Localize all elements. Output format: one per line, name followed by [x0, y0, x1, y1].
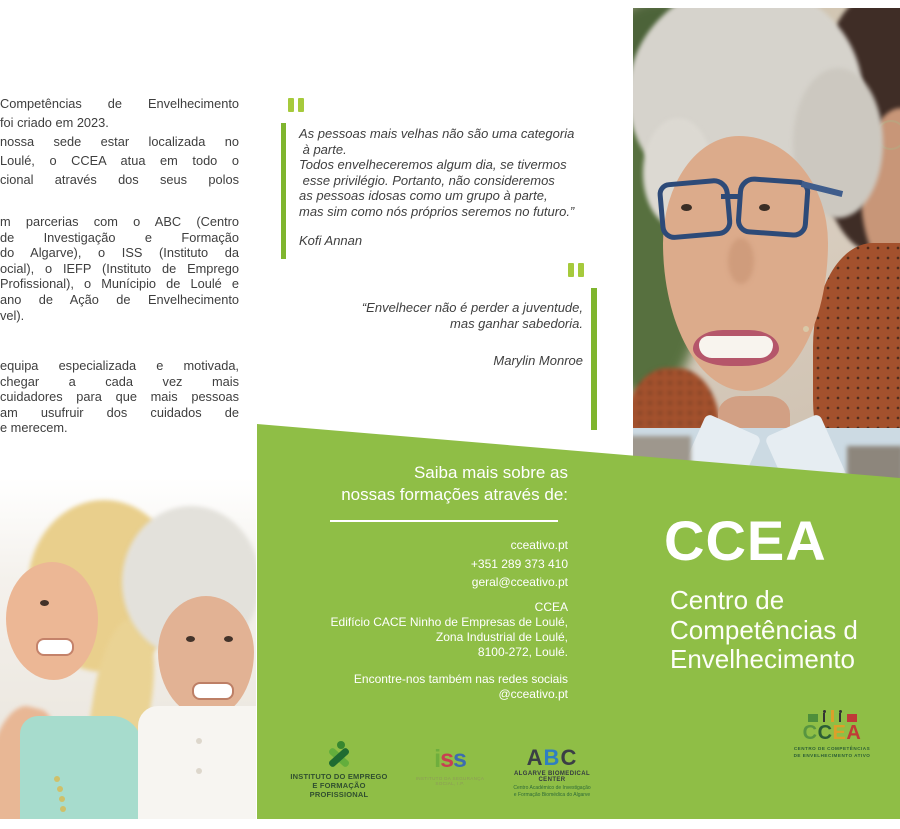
- photo-caregiver-and-elderly-woman: [0, 478, 256, 819]
- glasses-bridge-shape: [721, 194, 741, 199]
- iss-caption: INSTITUTO DA SEGURANÇA SOCIAL, I.P.: [415, 776, 485, 786]
- subline: Competências d: [670, 614, 858, 645]
- lline: cional através dos seus polos: [0, 172, 239, 187]
- qline: à parte.: [299, 141, 347, 157]
- cline: geral@cceativo.pt: [471, 575, 568, 589]
- lline: am usufruir dos cuidados de: [0, 404, 239, 420]
- abc-logo: [502, 746, 602, 798]
- cline: Encontre-nos também nas redes sociais: [353, 672, 568, 686]
- quote2-text: [283, 300, 583, 369]
- quote-bar-icon: [568, 263, 574, 277]
- ccea-letter: C: [817, 722, 833, 744]
- contact-social: [238, 672, 568, 702]
- divider-line: [330, 520, 558, 522]
- lline: ocial), o IEFP (Instituto de Emprego: [0, 260, 239, 276]
- white-cardigan-shape: [138, 706, 256, 819]
- qline: Todos envelheceremos algum dia, se tivermos: [299, 157, 567, 172]
- qline: esse privilégio. Portanto, não consideremos: [299, 172, 555, 188]
- iss-wordmark: [408, 746, 492, 772]
- smile-shape: [36, 638, 74, 656]
- panel-title: CCEA: [664, 509, 827, 572]
- cline: CCEA: [534, 600, 568, 614]
- cline: 8100-272, Loulé.: [477, 645, 568, 659]
- lline: foi criado em 2023.: [0, 115, 109, 130]
- quote2-accent-bar: [591, 288, 597, 430]
- lline: Competências de Envelhecimento: [0, 96, 239, 111]
- button-shape: [196, 738, 202, 744]
- necklace-bead-shape: [60, 806, 66, 812]
- lline: vel).: [0, 307, 25, 323]
- contact-heading: Saiba mais sobre as nossas formações através de:: [341, 463, 568, 504]
- glasses-left-lens-shape: [657, 177, 734, 241]
- lline: equipa especializada e motivada,: [0, 358, 239, 373]
- ccea-caption: CENTRO DE COMPETÊNCIAS DE ENVELHECIMENTO ATIVO: [793, 746, 871, 758]
- abc-letter: B: [543, 745, 561, 770]
- iss-logo: [408, 746, 492, 786]
- quote-bar-icon: [578, 263, 584, 277]
- iss-letter: s: [452, 745, 466, 773]
- smile-shape: [192, 682, 234, 700]
- open-quote-icon: [288, 98, 304, 112]
- panel-subtitle: [670, 586, 900, 675]
- quote-bar-icon: [288, 98, 294, 112]
- icon-part: [808, 714, 818, 722]
- quote1-author: Kofi Annan: [299, 233, 363, 248]
- lline: m parcerias com o ABC (Centro: [0, 214, 239, 229]
- cline: Edifício CACE Ninho de Empresas de Loulé,: [330, 615, 568, 629]
- smile-teeth-shape: [699, 336, 773, 358]
- lline: chegar a cada vez mais: [0, 373, 239, 389]
- necklace-bead-shape: [57, 786, 63, 792]
- abc-wordmark: [502, 746, 602, 769]
- ccea-logo: [786, 702, 878, 759]
- subline: Centro de: [670, 585, 785, 615]
- iss-letter: i: [434, 745, 441, 773]
- abc-subcaption: Centro Académico de Investigação e Formação Biomédica do Algarve: [513, 785, 591, 798]
- quote-bar-icon: [298, 98, 304, 112]
- qline: mas sim como nós próprios seremos no futuro.”: [299, 203, 575, 219]
- abc-caption: ALGARVE BIOMEDICAL CENTER: [513, 771, 591, 783]
- abc-letter: A: [526, 745, 544, 770]
- cline: cceativo.pt: [510, 538, 568, 552]
- lline: do Algarve), o ISS (Instituto da: [0, 245, 239, 261]
- necklace-bead-shape: [54, 776, 60, 782]
- close-quote-icon: [568, 263, 584, 277]
- ccea-figures-icon: [786, 702, 878, 722]
- eye-shape: [40, 600, 49, 606]
- quote2-author: Marylin Monroe: [493, 353, 583, 368]
- qline: as pessoas idosas como um grupo à parte,: [299, 188, 548, 203]
- partners-paragraph: [0, 214, 239, 323]
- eye-shape: [186, 636, 195, 642]
- nose-shape: [728, 238, 754, 284]
- iefp-logo: [283, 741, 395, 799]
- glasses-right-lens-shape: [735, 176, 811, 239]
- qline2: mas ganhar sabedoria.: [450, 315, 583, 331]
- iefp-name: INSTITUTO DO EMPREGO E FORMAÇÃO PROFISSIONAL: [290, 772, 388, 799]
- icon-part: [847, 714, 857, 722]
- quote1-accent-bar: [281, 123, 286, 259]
- intro-paragraph: [0, 94, 239, 189]
- lline: cuidadores para que mais pessoas: [0, 389, 239, 405]
- lline: Loulé, o CCEA atua em todo o: [0, 153, 239, 168]
- lline: de Investigação e Formação: [0, 229, 239, 245]
- contact-address: [238, 600, 568, 660]
- eye-shape: [759, 204, 770, 211]
- quote1-text: [299, 126, 599, 249]
- teal-top-shape: [20, 716, 142, 819]
- eye-shape: [681, 204, 692, 211]
- earring-shape: [803, 326, 809, 332]
- icon-part: [837, 710, 844, 722]
- blonde-face-shape: [6, 562, 98, 680]
- lline: ano de Ação de Envelhecimento: [0, 291, 239, 307]
- qline: As pessoas mais velhas não são uma categoria: [299, 126, 575, 141]
- ccea-letter: C: [802, 722, 818, 744]
- icon-part: [821, 710, 828, 722]
- ccea-wordmark: [786, 722, 878, 744]
- ccea-letter: E: [832, 722, 847, 744]
- cline: @cceativo.pt: [498, 687, 568, 701]
- necklace-bead-shape: [59, 796, 65, 802]
- lline: nossa sede estar localizada no: [0, 134, 239, 149]
- button-shape: [196, 768, 202, 774]
- contact-channels: [238, 536, 568, 592]
- iefp-person-icon: [324, 741, 354, 769]
- ccea-letter: A: [846, 722, 862, 744]
- lline: e merecem.: [0, 420, 68, 436]
- cline: +351 289 373 410: [470, 556, 568, 571]
- eye-shape: [224, 636, 233, 642]
- photo-elderly-woman-and-daughter: [633, 8, 900, 490]
- team-paragraph: [0, 358, 239, 436]
- icon-part: [831, 710, 834, 722]
- iss-letter: s: [440, 745, 453, 773]
- lline: Profissional), o Munícipio de Loulé e: [0, 276, 239, 292]
- abc-letter: C: [560, 745, 578, 770]
- subline: Envelhecimento: [670, 644, 855, 674]
- cline: Zona Industrial de Loulé,: [435, 630, 568, 644]
- qline2: “Envelhecer não é perder a juventude,: [361, 300, 583, 315]
